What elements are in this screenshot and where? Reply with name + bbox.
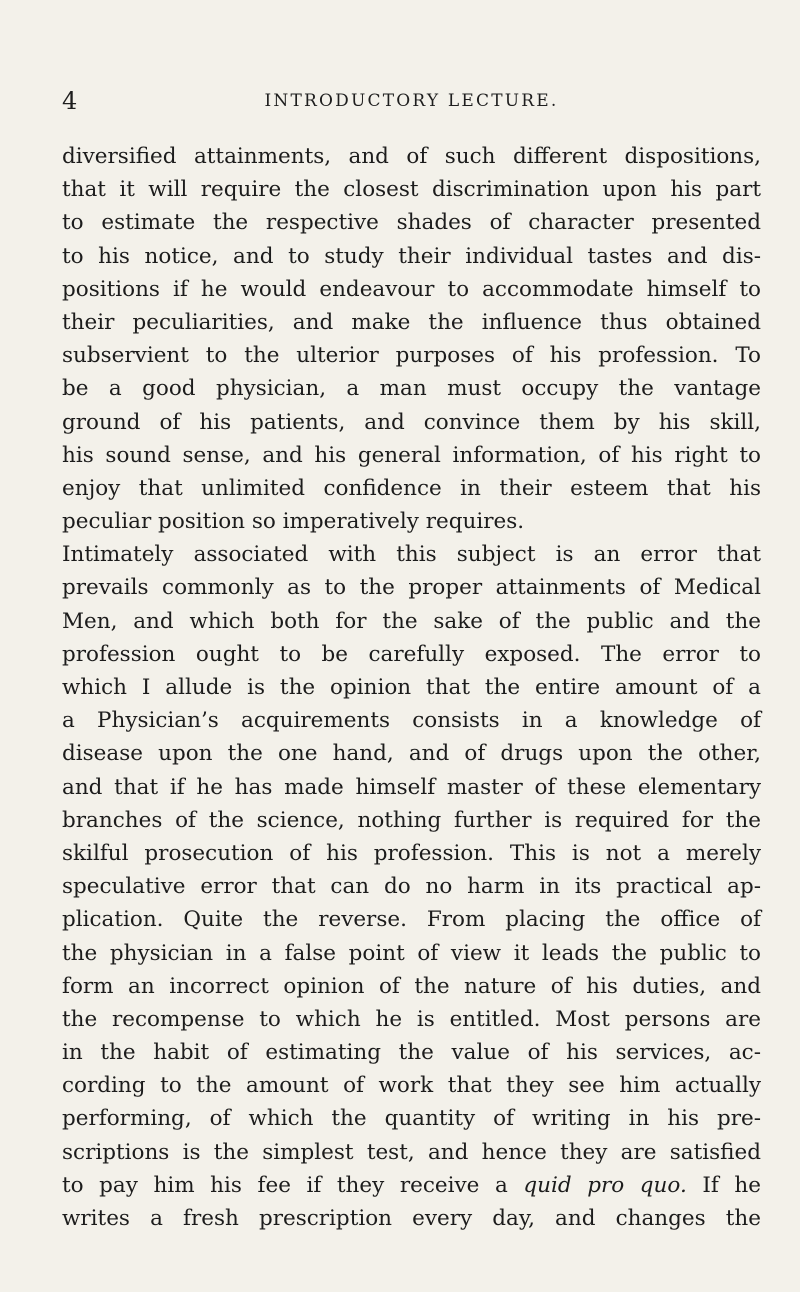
text-line: that it will require the closest discrimination upon his part [62,177,761,203]
text-line: enjoy that unlimited confidence in their esteem that his [62,475,761,501]
text-line: writes a fresh prescription every day, and changes the [62,1206,761,1231]
text-line: in the habit of estimating the value of his services, ac- [62,1040,761,1066]
text-line: disease upon the one hand, and of drugs upon the other, [62,741,761,767]
text-line: which I allude is the opinion that the entire amount of a [62,675,761,700]
text-line: positions if he would endeavour to accommodate himself to [62,276,761,302]
text-line: performing, of which the quantity of writing in his pre- [62,1106,761,1132]
text-line: scriptions is the simplest test, and hence they are satisfied [62,1139,761,1165]
text-line: subservient to the ulterior purposes of his profession. To [62,343,761,369]
text-line: prevails commonly as to the proper attainments of Medical [62,575,761,601]
text-line-with-italic [62,1169,761,1202]
text-line: the physician in a false point of view it leads the public to [62,940,761,966]
text-line: diversified attainments, and of such different dispositions, [62,144,761,169]
text-line: skilful prosecution of his profession. This is not a merely [62,840,761,866]
text-line: branches of the science, nothing further is required for the [62,807,761,833]
running-head [62,86,761,116]
text-line: cording to the amount of work that they see him actually [62,1073,761,1099]
text-line: the recompense to which he is entitled. Most persons are [62,1006,761,1032]
text-line: speculative error that can do no harm in its practical ap- [62,874,761,900]
text-line: their peculiarities, and make the influence thus obtained [62,309,761,335]
text-segment: to pay him his fee if they receive a [62,1172,524,1198]
text-line: Men, and which both for the sake of the public and the [62,608,761,634]
running-title: INTRODUCTORY LECTURE. [264,91,559,111]
text-line: be a good physician, a man must occupy the vantage [62,376,761,402]
body-text [62,140,761,1235]
text-line: plication. Quite the reverse. From placing the office of [62,907,761,933]
text-line: peculiar position so imperatively requires. [62,509,525,535]
text-line: to his notice, and to study their individual tastes and dis- [62,243,761,269]
text-line: to estimate the respective shades of character presented [62,210,761,236]
text-line: his sound sense, and his general information, of his right to [62,442,761,468]
page-number: 4 [62,87,78,115]
text-line: form an incorrect opinion of the nature of his duties, and [62,973,761,999]
italic-phrase: quid pro quo. [523,1172,687,1198]
text-segment: If he [686,1172,761,1198]
text-line: and that if he has made himself master of these elementary [62,774,761,800]
text-line: a Physician’s acquirements consists in a knowledge of [62,708,761,734]
text-line: profession ought to be carefully exposed. The error to [62,641,761,667]
text-line: ground of his patients, and convince them by his skill, [62,409,761,435]
text-line: Intimately associated with this subject is an error that [62,542,761,568]
